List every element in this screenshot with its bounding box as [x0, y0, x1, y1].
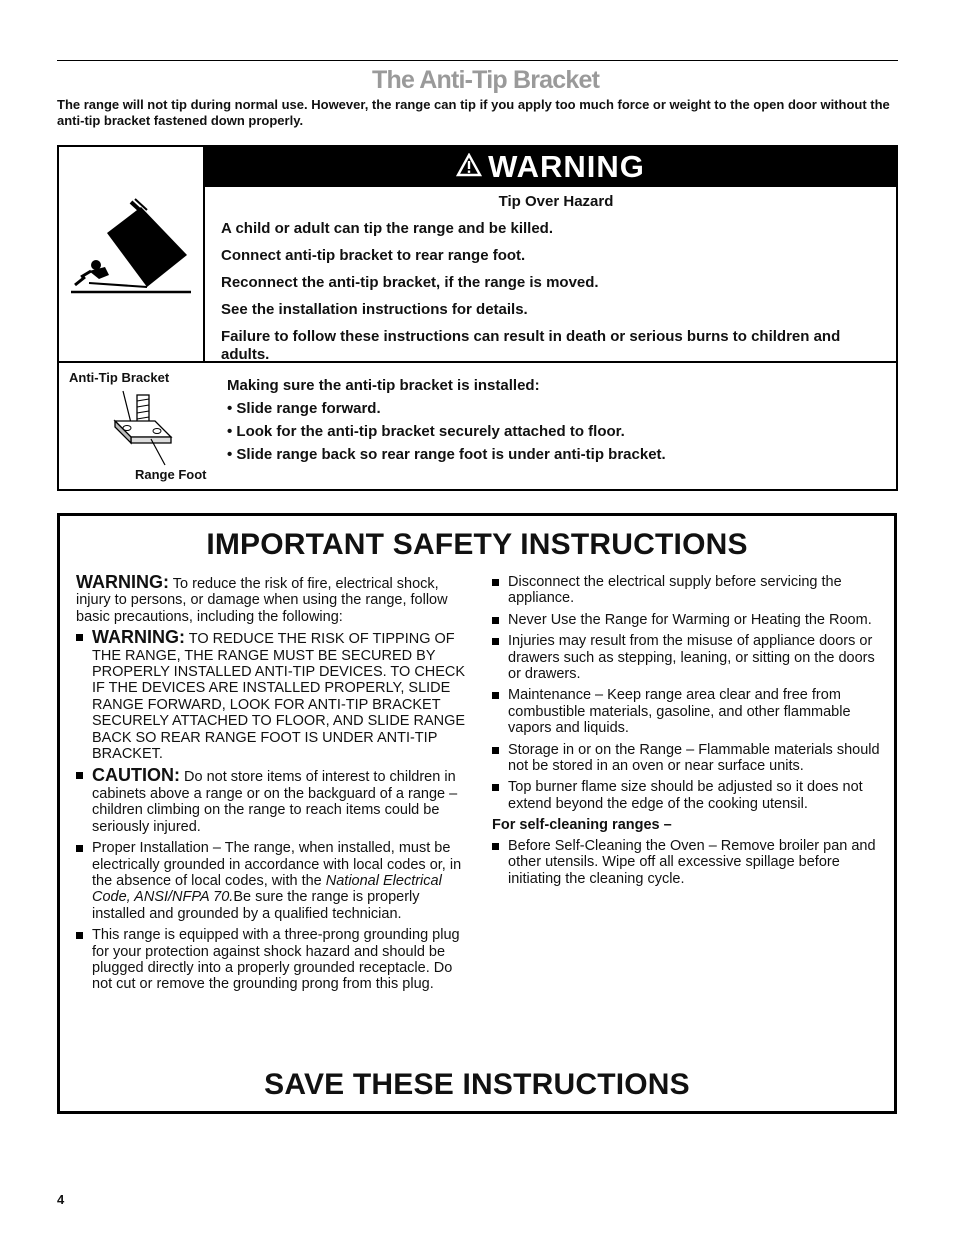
tip-over-illustration: [59, 147, 203, 361]
safety-item: [492, 633, 884, 682]
bullet-square-icon: [76, 932, 83, 939]
item-grounding-text: This range is equipped with a three-prong grounding plug for your protection against shock hazard and should be plugged directly into a properly grounded receptacle. Do not cut or remove the grounding prong from this plug.: [92, 927, 460, 993]
warning-intro-text: To reduce the risk of fire, electrical shock, injury to persons, or damage when using the range, follow basic precautions, including the following:: [76, 576, 448, 625]
bullet-square-icon: [492, 692, 499, 699]
bullet-square-icon: [492, 638, 499, 645]
safety-item: [492, 687, 884, 736]
item-installation-code: National Electrical Code, ANSI/NFPA 70.: [92, 872, 442, 906]
safety-item: [492, 742, 884, 775]
warning-triangle-icon: [456, 153, 482, 182]
safety-item-text: Injuries may result from the misuse of appliance doors or drawers such as stepping, leaning, or sitting on the doors or drawers.: [508, 633, 875, 683]
check-steps: [227, 400, 867, 463]
check-step: • Slide range back so rear range foot is under anti-tip bracket.: [227, 446, 867, 463]
item-caution-text: Do not store items of interest to children in cabinets above a range or on the backguard of a range – children climbing on the range to reach items could be seriously injured.: [92, 769, 458, 835]
intro-paragraph: The range will not tip during normal use. However, the range can tip if you apply too much force or weight to the open door without the anti-tip bracket fastened down properly.: [57, 97, 890, 128]
warning-text: [221, 193, 871, 373]
anti-tip-check-text: [227, 377, 867, 469]
warning-line: See the installation instructions for details.: [221, 301, 528, 318]
warning-word: WARNING: [488, 149, 645, 184]
warning-line: Reconnect the anti-tip bracket, if the range is moved.: [221, 274, 599, 291]
anti-tip-bracket-diagram: [107, 387, 187, 467]
bullet-square-icon: [492, 617, 499, 624]
safety-item-caution: [76, 767, 468, 835]
check-step: • Look for the anti-tip bracket securely attached to floor.: [227, 423, 867, 440]
warning-line: Connect anti-tip bracket to rear range foot.: [221, 247, 526, 264]
warning-header: [205, 147, 896, 187]
safety-warning-intro: [76, 574, 468, 625]
item-installation-text: Proper Installation – The range, when installed, must be electrically grounded in accordance with local codes or, in the absence of local codes, with the: [92, 840, 462, 889]
safety-item-tipping: [76, 629, 468, 762]
warning-label: WARNING:: [76, 572, 169, 592]
safety-item-text: Storage in or on the Range – Flammable materials should not be stored in an oven or near surface units.: [508, 741, 880, 775]
safety-item-text: Before Self-Cleaning the Oven – Remove broiler pan and other utensils. Wipe off all excessive spillage before initiating the cleaning cycle.: [508, 837, 876, 887]
tip-over-illustration-cell: [59, 147, 205, 363]
bullet-square-icon: [492, 784, 499, 791]
safety-item-self-clean: [492, 838, 884, 887]
bullet-square-icon: [76, 845, 83, 852]
item-caution-label: CAUTION:: [92, 765, 180, 786]
safety-item: [492, 574, 884, 607]
item-tipping-text: TO REDUCE THE RISK OF TIPPING OF THE RANGE, THE RANGE MUST BE SECURED BY PROPERLY INSTALLED ANTI-TIP DEVICES. TO CHECK IF THE DEVICES ARE INSTALLED PROPERLY, SLIDE RANGE FORWARD, LOOK FOR ANTI-TIP BRACKET SECURELY ATTACHED TO FLOOR, AND SLIDE RANGE BACK SO REAR RANGE FOOT IS UNDER ANTI-TIP BRACKET.: [92, 631, 466, 763]
important-safety-box: [57, 513, 897, 1114]
bullet-square-icon: [492, 747, 499, 754]
range-foot-label: Range Foot: [135, 467, 207, 482]
check-intro: Making sure the anti-tip bracket is installed:: [227, 377, 540, 394]
bullet-square-icon: [76, 634, 83, 641]
top-rule: [57, 60, 898, 61]
safety-item-installation: [76, 840, 468, 922]
safety-item-text: Never Use the Range for Warming or Heating the Room.: [508, 611, 872, 628]
save-instructions-title: SAVE THESE INSTRUCTIONS: [264, 1068, 690, 1101]
item-installation-text-end: Be sure the range is properly installed and grounded by a qualified technician.: [92, 889, 420, 922]
self-cleaning-heading: For self-cleaning ranges –: [492, 817, 672, 834]
warning-line: A child or adult can tip the range and be killed.: [221, 220, 553, 237]
bullet-square-icon: [492, 579, 499, 586]
safety-left-column: [76, 574, 468, 998]
anti-tip-bracket-label: Anti-Tip Bracket: [69, 370, 170, 385]
safety-title: IMPORTANT SAFETY INSTRUCTIONS: [206, 528, 748, 561]
safety-item: [492, 779, 884, 812]
bullet-square-icon: [76, 772, 83, 779]
safety-right-column: [492, 574, 884, 892]
page-number: 4: [57, 1192, 65, 1207]
safety-item-text: Maintenance – Keep range area clear and free from combustible materials, gasoline, and other flammable vapors and liquids.: [508, 687, 851, 737]
item-warning-label: WARNING:: [92, 627, 185, 648]
safety-item-text: Top burner flame size should be adjusted so it does not extend beyond the edge of the cooking utensil.: [508, 779, 863, 812]
warning-box: [57, 145, 898, 491]
warning-line: Failure to follow these instructions can result in death or serious burns to children and adults.: [221, 328, 841, 363]
section-title: The Anti-Tip Bracket: [372, 66, 600, 94]
anti-tip-check-row: [59, 361, 896, 489]
bullet-square-icon: [492, 843, 499, 850]
hazard-title: Tip Over Hazard: [498, 193, 614, 210]
check-step: • Slide range forward.: [227, 400, 867, 417]
safety-item-grounding: [76, 927, 468, 993]
safety-item: [492, 612, 884, 628]
safety-item-text: Disconnect the electrical supply before servicing the appliance.: [508, 574, 842, 607]
